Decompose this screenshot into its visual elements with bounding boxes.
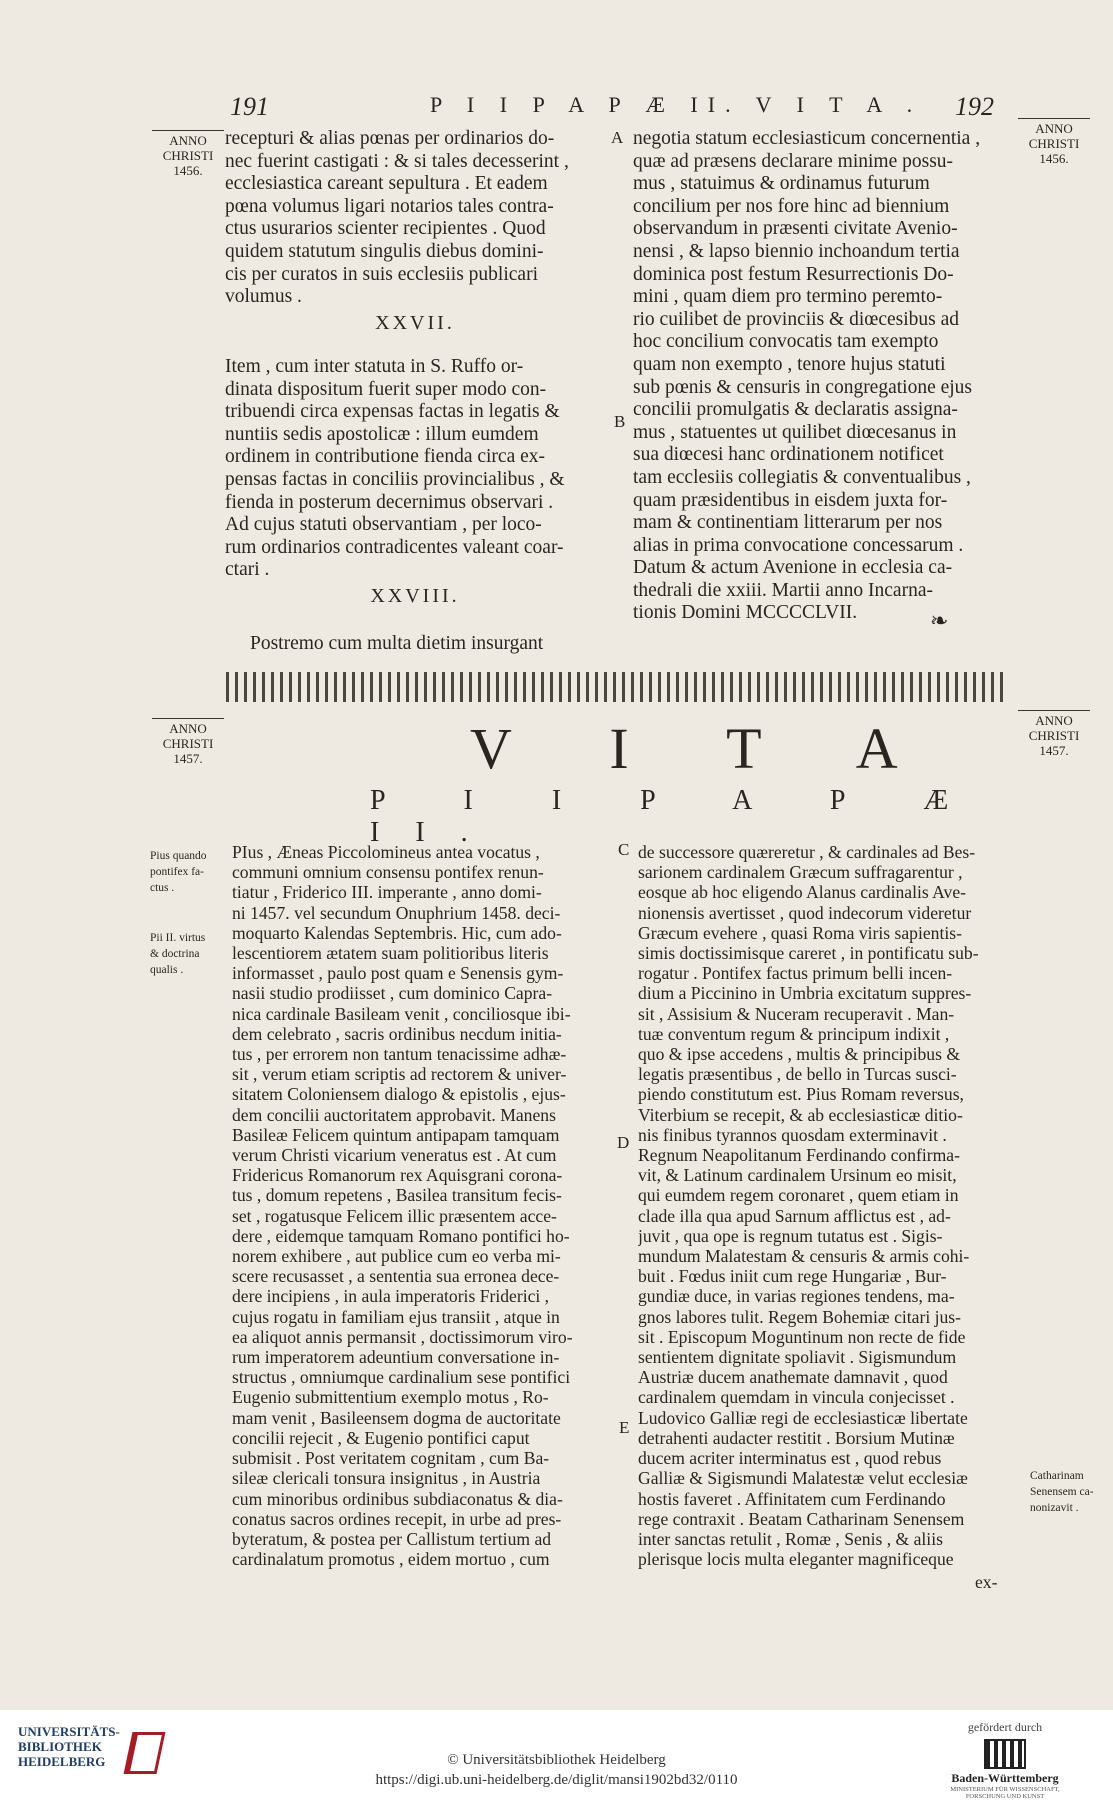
left-page-number: 191 (230, 92, 269, 121)
ornament-band (226, 672, 1008, 702)
section-letter-d: D (617, 1133, 630, 1152)
heading-xxvii: XXVII. (375, 312, 455, 334)
right-column-top: negotia statum ecclesiasticum concernentia , quæ ad præsens declarare minime possu- mus , statuimus & ordinamus futurum concilium per nos fore hinc ad biennium observandum in præsenti civitate Avenio- nensi , & lapso biennio inchoandum tertia dominica post festum Resurrectionis Do- mini , quam diem pro termino peremto- rio cuilibet de provinciis & diœcesibus ad hoc concilium convocatis tam exempto quam non exempto , tenore hujus statuti sub pœnis & censuris in congregatione ejus concilii promulgatis & declaratis assigna- mus , statuentes ut quilibet diœcesanus in sua diœcesi hanc ordinationem notificet tam ecclesiis collegiatis & conventualibus , quam præsidentibus in eisdem juxta for- mam & continentiam litterarum per nos alias in prima convocatione concessarum . Datum & actum Avenione in ecclesia ca- thedrali die xxiii. Martii anno Incarna- tionis Domini MCCCCLVII. (633, 128, 981, 624)
margin-note-right-mid: ANNO CHRISTI 1457. (1018, 710, 1090, 758)
section-letter-a: A (611, 128, 624, 147)
source-url[interactable]: https://digi.ub.uni-heidelberg.de/diglit/mansi1902bd32/0110 (375, 1772, 738, 1788)
catchword: ex- (975, 1572, 998, 1592)
left-column-end: Postremo cum multa dietim insurgant (250, 633, 544, 654)
state-crest-icon (984, 1739, 1026, 1769)
left-column-top: recepturi & alias pœnas per ordinarios do- nec fuerint castigati : & si tales decesserint , ecclesiastica careant sepultura . Et eadem pœna volumus ligari notarios tales contra- ctus usurarios scienter recipientes . Quod quidem statutum singulis diebus domini- cis per curatos in suis ecclesiis publicari volumus . (225, 128, 569, 308)
flourish-icon: ❧ (930, 608, 949, 633)
right-page-number: 192 (955, 92, 994, 121)
side-note-virtus-doctrina: Pii II. virtus & doctrina qualis . (150, 932, 206, 976)
margin-note-right-top: ANNO CHRISTI 1456. (1018, 118, 1090, 166)
library-logo: UNIVERSITÄTS- BIBLIOTHEK HEIDELBERG (18, 1724, 120, 1769)
running-title: P I I P A P Æ II. V I T A . (430, 92, 923, 117)
vita-title: V I T A (470, 716, 940, 781)
left-column-middle: Item , cum inter statuta in S. Ruffo or- dinata dispositum fuerit super modo con- tribuendi circa expensas factas in legatis & nuntiis sedis apostolicæ : illum eumdem ordinem in contributione fienda circa ex- pensas factas in conciliis provincialibus , & fienda in posterum decernimus observari . Ad cujus statuti observantiam , per loco- rum ordinarios contradicentes valeant coar- ctari . (225, 356, 565, 581)
margin-note-left-mid: ANNO CHRISTI 1457. (152, 718, 224, 766)
margin-note-left-top: ANNO CHRISTI 1456. (152, 130, 224, 178)
section-letter-c: C (618, 840, 630, 859)
copyright-notice: © Universitätsbibliothek Heidelberg (447, 1752, 666, 1768)
side-note-pius-pontifex: Pius quando pontifex fa- ctus . (150, 850, 207, 894)
vita-subtitle: P I I P A P Æ II. (370, 785, 985, 848)
sponsor-block: gefördert durch Baden-Württemberg MINISTERIUM FÜR WISSENSCHAFT, FORSCHUNG UND KUNST (950, 1720, 1060, 1800)
side-note-catharina: Catharinam Senensem ca- nonizavit . (1030, 1470, 1094, 1514)
bottom-right-column: de successore quæreretur , & cardinales ad Bes- sarionem cardinalem Græcum suffragarentur , eosque ab hoc eligendo Alanus cardinalis Ave- nionensis avertisset , quod indecorum videretur Græcum evehere , quasi Roma viris sapientis- simis doctissimisque careret , in pontificatu sub- rogatur . Pontifex factus primum belli incen- dium a Piccinino in Umbria excitatum suppres- sit , Assisium & Nuceram recuperavit . Man- tuæ conventum regum & principum indixit , quo & ipse accedens , multis & principibus & legatis præsentibus , de bello in Turcas susci- piendo constitutum est. Pius Romam reversus, Viterbium se recepit, & ab ecclesiasticæ ditio- nis finibus tyrannos quosdam exterminavit . Regnum Neapolitanum Ferdinando confirma- vit, & Latinum cardinalem Ursinum eo misit, qui eumdem regem coronaret , quem etiam in clade illa qua apud Sarnum afflictus est , ad- juvit , qua ope is regnum tutatus est . Sigis- mundum Malatestam & censuris & armis cohi- buit . Fœdus iniit cum rege Hungariæ , Bur- gundiæ duce, in varias regiones tendens, ma- gnos labores tulit. Regem Bohemiæ citari jus- sit . Episcopum Moguntinum non recte de fide sentientem dignitate spoliavit . Sigismundum Austriæ ducem anathemate damnavit , quod cardinalem quemdam in vincula conjecisset . Ludovico Galliæ regi de ecclesiasticæ libertate detrahenti audacter restitit . Borsium Mutinæ ducem acriter interminatus est , quod rebus Galliæ & Sigismundi Malatestæ velut ecclesiæ hostis faveret . Affinitatem cum Ferdinando rege contraxit . Beatam Catharinam Senensem inter sanctas retulit , Romæ , Senis , & aliis plerisque locis multa eleganter magnificeque (638, 842, 979, 1570)
section-letter-e: E (619, 1418, 630, 1437)
heading-xxviii: XXVIII. (370, 585, 460, 607)
section-letter-b: B (614, 412, 626, 431)
bottom-left-column: PIus , Æneas Piccolomineus antea vocatus , communi omnium consensu pontifex renun- tiatur , Friderico III. imperante , anno domi- ni 1457. vel secundum Onuphrium 1458. deci- moquarto Kalendas Septembris. Hic, cum ado- lescentiorem ætatem suam politioribus literis informasset , paulo post quam e Senensis gym- nasii studio prodiisset , cum dominico Capra- nica cardinale Basileam venit , conciliosque ibi- dem celebrato , sacris ordinibus necdum initia- tus , per errorem non tantum tenacissime adhæ- sit , verum etiam scriptis ad rectorem & univer- sitatem Coloniensem dialogo & epistolis , ejus- dem concilii auctoritatem approbavit. Manens Basileæ Felicem quintum antipapam tamquam verum Christi vicarium veneratus est . At cum Fridericus Romanorum rex Aquisgrani corona- tus , domum repetens , Basilea transitum fecis- set , rogatusque Felicem illic præsentem acce- dere , eidemque tamquam Romano pontifici ho- norem exhibere , aut publice cum eo verba mi- scere recusasset , a sententia sua erronea dece- dere incipiens , in aula imperatoris Friderici , cujus rogatu in familiam ejus transiit , atque in ea aliquot annis permansit , doctissimorum viro- rum imperatorem adeuntium conversatione in- structus , omniumque cardinalium sese pontifici Eugenio submittentium exemplo motus , Ro- mam venit , Basileensem dogma de auctoritate concilii rejecit , & Eugenio pontifici caput submisit . Post veritatem cognitam , cum Ba- sileæ clericali tonsura insignitus , in Austria cum minoribus ordinibus subdiaconatus & dia- conatus sacros ordines recepit, in urbe ad pres- byteratum, & postea per Callistum tertium ad cardinalatum promotus , eidem mortuo , cum (232, 842, 573, 1570)
